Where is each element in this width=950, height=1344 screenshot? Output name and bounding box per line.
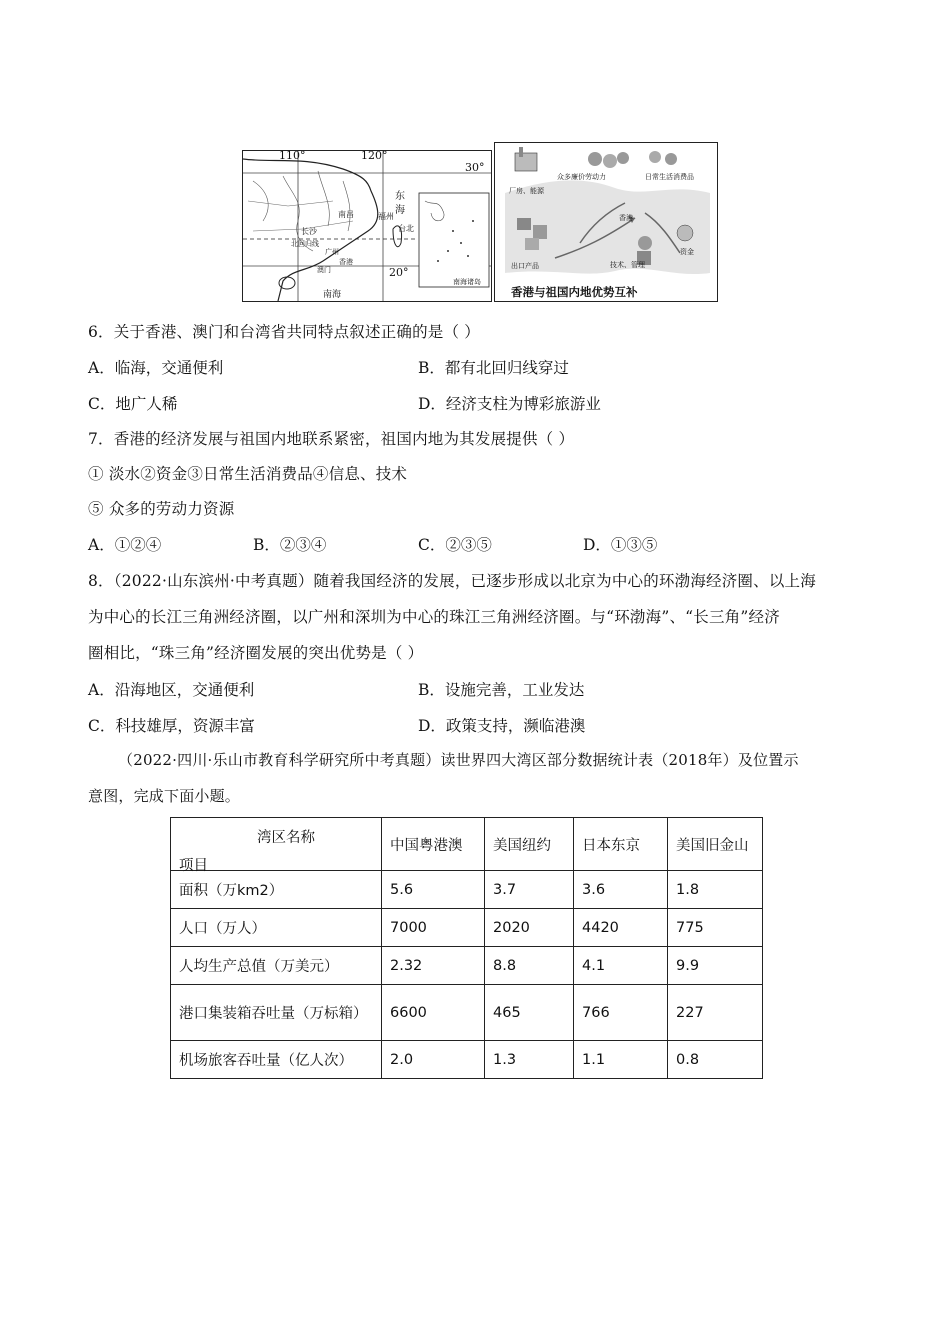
- hk-mainland-complement-diagram: [494, 142, 718, 302]
- table-cell: 465: [485, 985, 574, 1041]
- table-cell: 8.8: [485, 947, 574, 985]
- table-cell: 1.8: [668, 871, 763, 909]
- q8-option-d[interactable]: D．政策支持，濒临港澳: [418, 717, 586, 735]
- q8-stem-line2: 为中心的长江三角洲经济圈，以广州和深圳为中心的珠江三角洲经济圈。与“环渤海”、“长三角”经济: [88, 608, 780, 626]
- place-nanhai: 南海: [323, 290, 342, 300]
- q6-option-b[interactable]: B．都有北回归线穿过: [418, 359, 569, 377]
- place-hongkong: 香港: [339, 258, 353, 266]
- q8-option-a[interactable]: A．沿海地区，交通便利: [88, 681, 255, 699]
- place-macau: 澳门: [317, 266, 331, 274]
- column-header: 日本东京: [574, 818, 668, 871]
- table-cell: 2.0: [382, 1041, 485, 1079]
- q6-option-a[interactable]: A．临海，交通便利: [88, 359, 224, 377]
- corner-header-top: 湾区名称: [257, 830, 315, 846]
- table-row: [171, 909, 763, 947]
- table-cell: 0.8: [668, 1041, 763, 1079]
- q7-stem: 7．香港的经济发展与祖国内地联系紧密，祖国内地为其发展提供（ ）: [88, 430, 575, 448]
- q7-items-line2: ⑤ 众多的劳动力资源: [88, 500, 235, 518]
- table-cell: 2.32: [382, 947, 485, 985]
- column-header: 美国纽约: [485, 818, 574, 871]
- table-corner-cell: [171, 818, 382, 874]
- table-cell: 2020: [485, 909, 574, 947]
- q6-option-c[interactable]: C．地广人稀: [88, 395, 178, 413]
- q7-option-b[interactable]: B．②③④: [253, 536, 327, 554]
- table-cell: 1.1: [574, 1041, 668, 1079]
- place-tropic: 北回归线: [291, 240, 319, 248]
- table-cell: 1.3: [485, 1041, 574, 1079]
- table-cell: 3.6: [574, 871, 668, 909]
- table-cell: 3.7: [485, 871, 574, 909]
- table-row: [171, 985, 763, 1041]
- diagram-label-factory: 厂房、能源: [509, 187, 544, 195]
- table-cell: 4.1: [574, 947, 668, 985]
- lat-label-20: 20°: [389, 266, 409, 279]
- table-cell: 766: [574, 985, 668, 1041]
- q6-option-d[interactable]: D．经济支柱为博彩旅游业: [418, 395, 601, 413]
- table-cell: 5.6: [382, 871, 485, 909]
- diagram-label-goods: 日常生活消费品: [645, 173, 694, 181]
- q8-stem-line1: 8．（2022·山东滨州·中考真题）随着我国经济的发展，已逐步形成以北京为中心的环渤海经济圈、以上海: [88, 572, 816, 590]
- diagram-label-tech: 技术、管理: [610, 261, 645, 269]
- place-taibei: 台北: [398, 224, 414, 233]
- inset-caption: 南海诸岛: [453, 278, 481, 286]
- table-cell: 9.9: [668, 947, 763, 985]
- row-label: 机场旅客吞吐量（亿人次）: [171, 1041, 382, 1079]
- table-header-row: [171, 818, 763, 871]
- place-changsha: 长沙: [301, 227, 317, 236]
- table-row: [171, 947, 763, 985]
- row-label: 人均生产总值（万美元）: [171, 947, 382, 985]
- lat-label-30: 30°: [465, 161, 485, 174]
- intro-line1: （2022·四川·乐山市教育科学研究所中考真题）读世界四大湾区部分数据统计表（2018年）及位置示: [118, 751, 799, 769]
- china-southeast-map: [242, 150, 492, 302]
- q7-items-line1: ① 淡水②资金③日常生活消费品④信息、技术: [88, 465, 408, 483]
- diagram-title: 香港与祖国内地优势互补: [511, 285, 638, 299]
- place-nanchang: 南昌: [338, 210, 354, 219]
- table-cell: 4420: [574, 909, 668, 947]
- place-guangzhou: 广州: [325, 248, 339, 256]
- q7-option-c[interactable]: C．②③⑤: [418, 536, 492, 554]
- place-fuzhou: 福州: [378, 212, 394, 221]
- row-label: 面积（万km2）: [171, 871, 382, 909]
- table-cell: 7000: [382, 909, 485, 947]
- lon-label-110: 110°: [279, 150, 306, 162]
- intro-line2: 意图，完成下面小题。: [88, 787, 241, 805]
- q7-option-d[interactable]: D．①③⑤: [583, 536, 658, 554]
- diagram-label-capital: 资金: [680, 248, 694, 256]
- q8-option-c[interactable]: C．科技雄厚，资源丰富: [88, 717, 255, 735]
- table-row: [171, 871, 763, 909]
- bay-area-data-table: [170, 817, 763, 1079]
- q7-option-a[interactable]: A．①②④: [88, 536, 162, 554]
- table-cell: 775: [668, 909, 763, 947]
- diagram-label-labor: 众多廉价劳动力: [557, 173, 606, 181]
- q6-stem: 6．关于香港、澳门和台湾省共同特点叙述正确的是（ ）: [88, 323, 480, 341]
- diagram-label-exports: 出口产品: [511, 262, 539, 270]
- diagram-label-hongkong: 香港: [619, 214, 633, 222]
- q8-stem-line3: 圈相比，“珠三角”经济圈发展的突出优势是（ ）: [88, 644, 424, 662]
- table-cell: 6600: [382, 985, 485, 1041]
- diagram-drawing: [495, 143, 717, 301]
- table-cell: 227: [668, 985, 763, 1041]
- place-donghai-1: 东: [395, 191, 405, 202]
- table-row: [171, 1041, 763, 1079]
- row-label: 港口集装箱吞吐量（万标箱）: [171, 985, 382, 1041]
- place-donghai-2: 海: [395, 205, 405, 216]
- lon-label-120: 120°: [361, 150, 388, 162]
- column-header: 中国粤港澳: [382, 818, 485, 871]
- q8-option-b[interactable]: B．设施完善，工业发达: [418, 681, 585, 699]
- corner-header-bottom: 项目: [179, 858, 208, 874]
- row-label: 人口（万人）: [171, 909, 382, 947]
- column-header: 美国旧金山: [668, 818, 763, 871]
